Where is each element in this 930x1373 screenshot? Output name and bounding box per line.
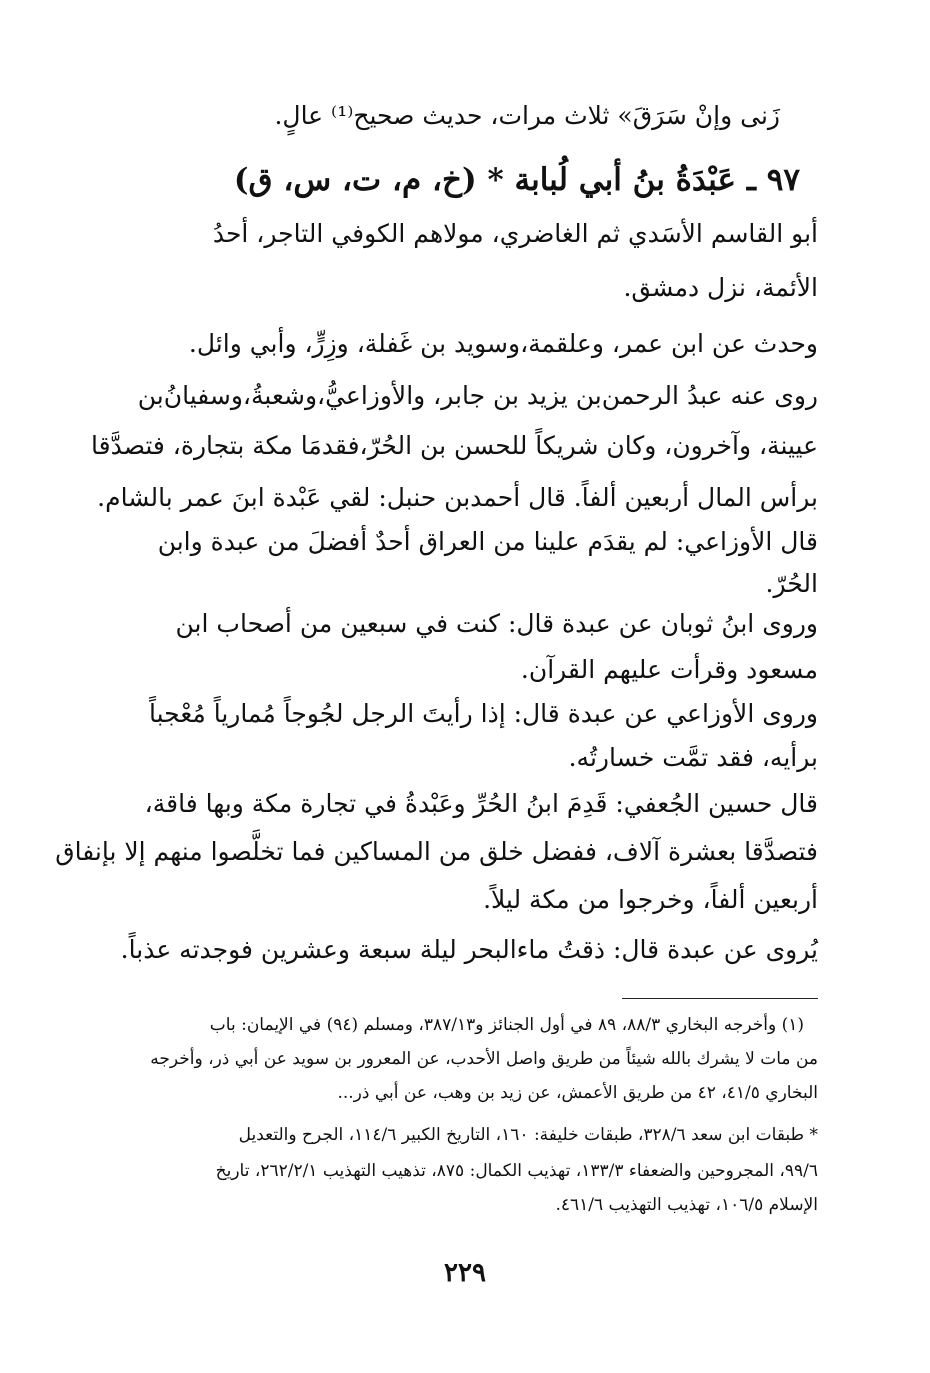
- text-line: أربعين ألفاً، وخرجوا من مكة ليلاً.: [483, 885, 818, 914]
- page-number: ٢٢٩: [444, 1258, 486, 1288]
- footnote-line: الإسلام ١٠٦/٥، تهذيب التهذيب ٤٦١/٦.: [555, 1195, 818, 1215]
- text-line: عيينة، وآخرون، وكان شريكاً للحسن بن الحُرّ،فقدمَا مكة بتجارة، فتصدَّقا: [91, 431, 818, 460]
- continuation-line: زَنى وإنْ سَرَقَ» ثلاث مرات، حديث صحيح⁽¹⁾ عالٍ.: [274, 101, 780, 130]
- text-line: يُروى عن عبدة قال: ذقتُ ماءالبحر ليلة سبعة وعشرين فوجدته عذباً.: [120, 935, 818, 964]
- footnote-separator: [622, 998, 818, 999]
- footnote-line: البخاري ٤١/٥، ٤٢ من طريق الأعمش، عن زيد بن وهب، عن أبي ذر...: [337, 1083, 818, 1103]
- text-line: مسعود وقرأت عليهم القرآن.: [520, 655, 818, 684]
- text-line: الأئمة، نزل دمشق.: [623, 273, 818, 302]
- text-line: الحُرّ.: [765, 569, 818, 598]
- entry-heading: ٩٧ ـ عَبْدَةُ بنُ أبي لُبابة * (خ، م، ت، س، ق): [233, 162, 800, 198]
- text-line: وحدث عن ابن عمر، وعلقمة،وسويد بن غَفلة، وزِرٍّ، وأبي وائل.: [188, 329, 818, 358]
- text-line: فتصدَّقا بعشرة آلاف، ففضل خلق من المساكين فما تخلَّصوا منهم إلا بإنفاق: [55, 837, 818, 866]
- text-line: وروى ابنُ ثوبان عن عبدة قال: كنت في سبعين من أصحاب ابن: [175, 609, 818, 638]
- text-line: قال حسين الجُعفي: قَدِمَ ابنُ الحُرِّ وعَبْدةُ في تجارة مكة وبها فاقة،: [144, 789, 818, 818]
- footnote-line: من مات لا يشرك بالله شيئاً من طريق واصل الأحدب، عن المعرور بن سويد عن أبي ذر، وأخرجه: [150, 1049, 818, 1069]
- text-line: أبو القاسم الأسَدي ثم الغاضري، مولاهم الكوفي التاجر، أحدُ: [212, 219, 818, 248]
- text-line: برأيه، فقد تمَّت خسارتُه.: [568, 743, 818, 772]
- text-line: روى عنه عبدُ الرحمن‌بن يزيد بن جابر، والأوزاعيُّ،وشعبةُ،وسفيانُ‌بن: [137, 381, 818, 410]
- text-line: قال الأوزاعي: لم يقدَم علينا من العراق أحدٌ أفضلَ من عبدة وابن: [157, 527, 818, 556]
- footnote-line: * طبقات ابن سعد ٣٢٨/٦، طبقات خليفة: ١٦٠، التاريخ الكبير ١١٤/٦، الجرح والتعديل: [238, 1125, 818, 1145]
- text-line: وروى الأوزاعي عن عبدة قال: إذا رأيتَ الرجل لجُوجاً مُمارياً مُعْجباً: [149, 699, 818, 728]
- footnote-line: (١) وأخرجه البخاري ٨٨/٣، ٨٩ في أول الجنائز و٣٨٧/١٣، ومسلم (٩٤) في الإيمان: باب: [209, 1015, 804, 1035]
- footnote-line: ٩٩/٦، المجروحين والضعفاء ١٣٣/٣، تهذيب الكمال: ٨٧٥، تذهيب التهذيب ٢٦٢/٢/١، تاريخ: [215, 1161, 818, 1181]
- text-line: برأس المال أربعين ألفاً. قال أحمدبن حنبل: لقي عَبْدة ابنَ عمر بالشام.: [97, 483, 818, 512]
